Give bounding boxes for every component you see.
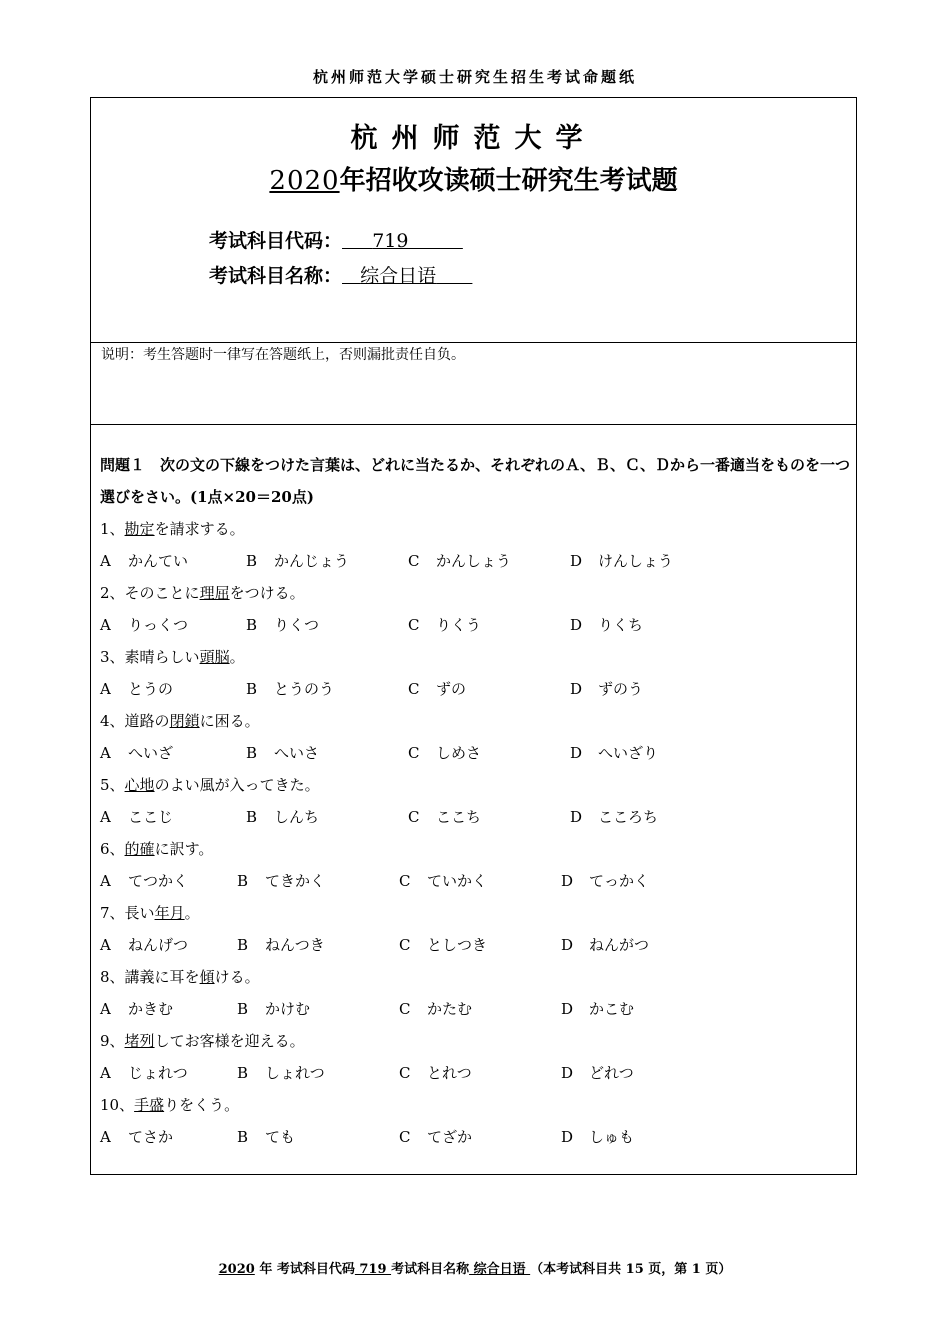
option-letter: D bbox=[561, 936, 574, 954]
option-letter: B bbox=[246, 552, 258, 570]
option-letter: B bbox=[246, 808, 258, 826]
item-text-before: 長い bbox=[124, 904, 155, 922]
item-text-after: を請求する。 bbox=[154, 520, 245, 538]
title-section bbox=[91, 98, 856, 343]
option-text: ねんがつ bbox=[589, 936, 650, 954]
option-letter: C bbox=[399, 1128, 411, 1146]
option-text: しんち bbox=[274, 808, 320, 826]
option-letter: C bbox=[408, 744, 420, 762]
option-text: りくう bbox=[436, 616, 482, 634]
item-underlined-word: 堵列 bbox=[124, 1032, 155, 1050]
item-text-after: に困る。 bbox=[199, 712, 260, 730]
footer-name-label: 考试科目名称 bbox=[391, 1262, 470, 1277]
option-text: とうのう bbox=[274, 680, 335, 698]
option-letter: D bbox=[570, 680, 583, 698]
item-number: 3、 bbox=[100, 648, 125, 666]
question-item bbox=[100, 833, 848, 865]
item-number: 7、 bbox=[100, 904, 125, 922]
option-text: かけむ bbox=[265, 1000, 311, 1018]
item-underlined-word: 理屈 bbox=[199, 584, 230, 602]
option-letter: B bbox=[246, 616, 258, 634]
item-underlined-word: 勘定 bbox=[124, 520, 155, 538]
option-text: ても bbox=[265, 1128, 296, 1146]
option-letter: B bbox=[246, 680, 258, 698]
item-number: 10、 bbox=[100, 1096, 135, 1114]
option-text: へいざり bbox=[598, 744, 659, 762]
item-text-after: のよい風が入ってきた。 bbox=[154, 776, 320, 794]
answer-option bbox=[100, 993, 173, 1025]
exam-frame bbox=[90, 97, 857, 1175]
item-underlined-word: 心地 bbox=[124, 776, 155, 794]
item-underlined-word: 傾 bbox=[199, 968, 215, 986]
footer-code: 719 bbox=[354, 1262, 392, 1277]
answer-options bbox=[100, 609, 848, 641]
answer-options bbox=[100, 993, 848, 1025]
answer-option bbox=[237, 1057, 325, 1089]
answer-option bbox=[561, 929, 649, 961]
option-letter: C bbox=[399, 872, 411, 890]
subject-code-value: 719 bbox=[372, 230, 409, 252]
answer-option bbox=[399, 865, 487, 897]
option-text: けんしょう bbox=[598, 552, 674, 570]
option-text: ここち bbox=[436, 808, 482, 826]
answer-options bbox=[100, 801, 848, 833]
option-letter: A bbox=[100, 1128, 111, 1146]
option-letter: D bbox=[570, 552, 583, 570]
option-text: かんじょう bbox=[274, 552, 350, 570]
answer-option bbox=[100, 1057, 188, 1089]
question-item bbox=[100, 641, 848, 673]
answer-options bbox=[100, 865, 848, 897]
answer-option bbox=[100, 1121, 173, 1153]
answer-option bbox=[570, 545, 673, 577]
question-item bbox=[100, 513, 848, 545]
option-letter: A bbox=[100, 680, 111, 698]
answer-option bbox=[561, 1057, 634, 1089]
answer-option bbox=[408, 801, 481, 833]
item-number: 1、 bbox=[100, 520, 125, 538]
option-letter: D bbox=[561, 1000, 574, 1018]
answer-option bbox=[246, 609, 319, 641]
option-letter: B bbox=[237, 1064, 249, 1082]
option-text: とうの bbox=[128, 680, 174, 698]
option-text: りくつ bbox=[274, 616, 320, 634]
option-text: りくち bbox=[598, 616, 644, 634]
option-letter: D bbox=[570, 616, 583, 634]
answer-option bbox=[399, 993, 472, 1025]
option-text: かきむ bbox=[128, 1000, 174, 1018]
question-item bbox=[100, 961, 848, 993]
question-item bbox=[100, 577, 848, 609]
option-letter: C bbox=[399, 1000, 411, 1018]
option-text: てきかく bbox=[265, 872, 326, 890]
question-section bbox=[91, 425, 856, 1153]
subject-code-label: 考试科目代码： bbox=[209, 230, 343, 252]
answer-option bbox=[570, 673, 643, 705]
answer-option bbox=[100, 673, 173, 705]
answer-options bbox=[100, 737, 848, 769]
option-letter: D bbox=[561, 1128, 574, 1146]
subject-name-value: 综合日语 bbox=[360, 265, 437, 287]
option-text: かんてい bbox=[128, 552, 189, 570]
answer-option bbox=[570, 737, 658, 769]
item-number: 4、 bbox=[100, 712, 125, 730]
item-underlined-word: 手盛 bbox=[134, 1096, 165, 1114]
option-letter: D bbox=[570, 744, 583, 762]
option-text: ずのう bbox=[598, 680, 644, 698]
option-text: ていかく bbox=[427, 872, 488, 890]
option-letter: C bbox=[408, 616, 420, 634]
answer-options bbox=[100, 673, 848, 705]
option-letter: C bbox=[399, 1064, 411, 1082]
item-text-after: ける。 bbox=[214, 968, 260, 986]
answer-option bbox=[246, 545, 349, 577]
answer-option bbox=[246, 673, 334, 705]
option-text: ねんげつ bbox=[128, 936, 189, 954]
exam-year: 2020 bbox=[269, 166, 340, 196]
option-text: てざか bbox=[427, 1128, 473, 1146]
option-text: かたむ bbox=[427, 1000, 473, 1018]
option-text: としつき bbox=[427, 936, 488, 954]
answer-option bbox=[399, 929, 487, 961]
option-text: しょれつ bbox=[265, 1064, 325, 1082]
answer-option bbox=[100, 865, 188, 897]
page-footer bbox=[0, 1258, 950, 1277]
option-letter: A bbox=[100, 1064, 111, 1082]
question-items bbox=[100, 513, 848, 1153]
option-text: じょれつ bbox=[128, 1064, 188, 1082]
answer-option bbox=[246, 737, 319, 769]
footer-page-info: （本考试科目共 15 页，第 1 页） bbox=[530, 1262, 732, 1277]
option-letter: A bbox=[100, 744, 111, 762]
question-item bbox=[100, 769, 848, 801]
option-letter: C bbox=[408, 680, 420, 698]
item-number: 8、 bbox=[100, 968, 125, 986]
answer-option bbox=[399, 1121, 472, 1153]
item-text-after: りをくう。 bbox=[164, 1096, 240, 1114]
subject-code-row bbox=[209, 226, 463, 253]
item-text-after: してお客様を迎える。 bbox=[154, 1032, 305, 1050]
answer-option bbox=[570, 801, 658, 833]
option-letter: D bbox=[561, 872, 574, 890]
option-letter: B bbox=[237, 872, 249, 890]
answer-options bbox=[100, 929, 848, 961]
item-text-after: に訳す。 bbox=[154, 840, 214, 858]
answer-option bbox=[237, 929, 325, 961]
option-letter: A bbox=[100, 872, 111, 890]
question-item bbox=[100, 1089, 848, 1121]
item-underlined-word: 的確 bbox=[124, 840, 155, 858]
item-text-after: 。 bbox=[229, 648, 245, 666]
footer-subject-name: 综合日语 bbox=[469, 1262, 531, 1277]
option-letter: C bbox=[408, 552, 420, 570]
option-letter: B bbox=[246, 744, 258, 762]
subject-name-field bbox=[342, 261, 472, 288]
answer-option bbox=[100, 545, 188, 577]
option-letter: A bbox=[100, 936, 111, 954]
item-text-before: 講義に耳を bbox=[124, 968, 200, 986]
item-text-after: をつける。 bbox=[229, 584, 305, 602]
option-text: ずの bbox=[436, 680, 467, 698]
answer-option bbox=[561, 1121, 634, 1153]
option-text: かんしょう bbox=[436, 552, 512, 570]
answer-option bbox=[408, 545, 511, 577]
question-item bbox=[100, 1025, 848, 1057]
answer-option bbox=[408, 673, 466, 705]
option-letter: C bbox=[399, 936, 411, 954]
answer-option bbox=[561, 993, 634, 1025]
answer-option bbox=[570, 609, 643, 641]
item-underlined-word: 閉鎖 bbox=[169, 712, 200, 730]
option-letter: B bbox=[237, 1000, 249, 1018]
instruction-text: 说明：考生答题时一律写在答题纸上，否则漏批责任自负。 bbox=[101, 347, 465, 363]
question-item bbox=[100, 705, 848, 737]
item-number: 2、 bbox=[100, 584, 125, 602]
answer-option bbox=[237, 993, 310, 1025]
page-header: 杭州师范大学硕士研究生招生考试命题纸 bbox=[312, 68, 637, 86]
option-text: しゅも bbox=[589, 1128, 635, 1146]
option-text: へいさ bbox=[274, 744, 320, 762]
option-text: しめさ bbox=[436, 744, 482, 762]
item-number: 5、 bbox=[100, 776, 125, 794]
university-name: 杭州师范大学 bbox=[350, 123, 597, 154]
instruction-section bbox=[91, 343, 856, 425]
option-letter: C bbox=[408, 808, 420, 826]
item-text-before: 素晴らしい bbox=[124, 648, 200, 666]
answer-options bbox=[100, 545, 848, 577]
answer-option bbox=[100, 737, 173, 769]
item-text-before: そのことに bbox=[124, 584, 200, 602]
subject-name-label: 考试科目名称： bbox=[209, 265, 343, 287]
item-number: 6、 bbox=[100, 840, 125, 858]
option-letter: B bbox=[237, 936, 249, 954]
item-number: 9、 bbox=[100, 1032, 125, 1050]
option-text: てさか bbox=[128, 1128, 174, 1146]
item-underlined-word: 年月 bbox=[154, 904, 185, 922]
answer-options bbox=[100, 1057, 848, 1089]
option-letter: B bbox=[237, 1128, 249, 1146]
option-letter: D bbox=[561, 1064, 574, 1082]
subject-name-row bbox=[209, 261, 472, 288]
answer-option bbox=[408, 737, 481, 769]
option-text: てつかく bbox=[128, 872, 189, 890]
option-letter: A bbox=[100, 616, 111, 634]
option-letter: A bbox=[100, 808, 111, 826]
exam-title bbox=[91, 160, 856, 197]
answer-option bbox=[237, 1121, 295, 1153]
item-text-after: 。 bbox=[184, 904, 200, 922]
answer-option bbox=[399, 1057, 472, 1089]
option-text: こころち bbox=[598, 808, 659, 826]
answer-option bbox=[408, 609, 481, 641]
answer-options bbox=[100, 1121, 848, 1153]
option-letter: A bbox=[100, 1000, 111, 1018]
footer-year: 2020 bbox=[218, 1262, 255, 1277]
option-text: かこむ bbox=[589, 1000, 635, 1018]
option-letter: D bbox=[570, 808, 583, 826]
answer-option bbox=[100, 929, 188, 961]
option-text: とれつ bbox=[427, 1064, 472, 1082]
option-text: ねんつき bbox=[265, 936, 325, 954]
option-text: ここじ bbox=[128, 808, 174, 826]
item-text-before: 道路の bbox=[124, 712, 170, 730]
option-text: てっかく bbox=[589, 872, 650, 890]
item-underlined-word: 頭脳 bbox=[199, 648, 230, 666]
question-item bbox=[100, 897, 848, 929]
footer-year-suffix: 年 考试科目代码 bbox=[254, 1262, 355, 1277]
option-letter: A bbox=[100, 552, 111, 570]
question-heading: 問題１ 次の文の下線をつけた言葉は、どれに当たるか、それぞれのＡ、Ｂ、Ｃ、Ｄから一番適当をものを一つ選びをさい。(1点×20＝20点) bbox=[100, 456, 851, 506]
option-text: りっくつ bbox=[128, 616, 189, 634]
answer-option bbox=[100, 801, 173, 833]
subject-code-field bbox=[342, 230, 463, 252]
option-text: どれつ bbox=[589, 1064, 634, 1082]
answer-option bbox=[561, 865, 649, 897]
answer-option bbox=[237, 865, 325, 897]
option-text: へいざ bbox=[128, 744, 174, 762]
answer-option bbox=[100, 609, 188, 641]
answer-option bbox=[246, 801, 319, 833]
exam-title-text: 年招收攻读硕士研究生考试题 bbox=[339, 166, 678, 196]
